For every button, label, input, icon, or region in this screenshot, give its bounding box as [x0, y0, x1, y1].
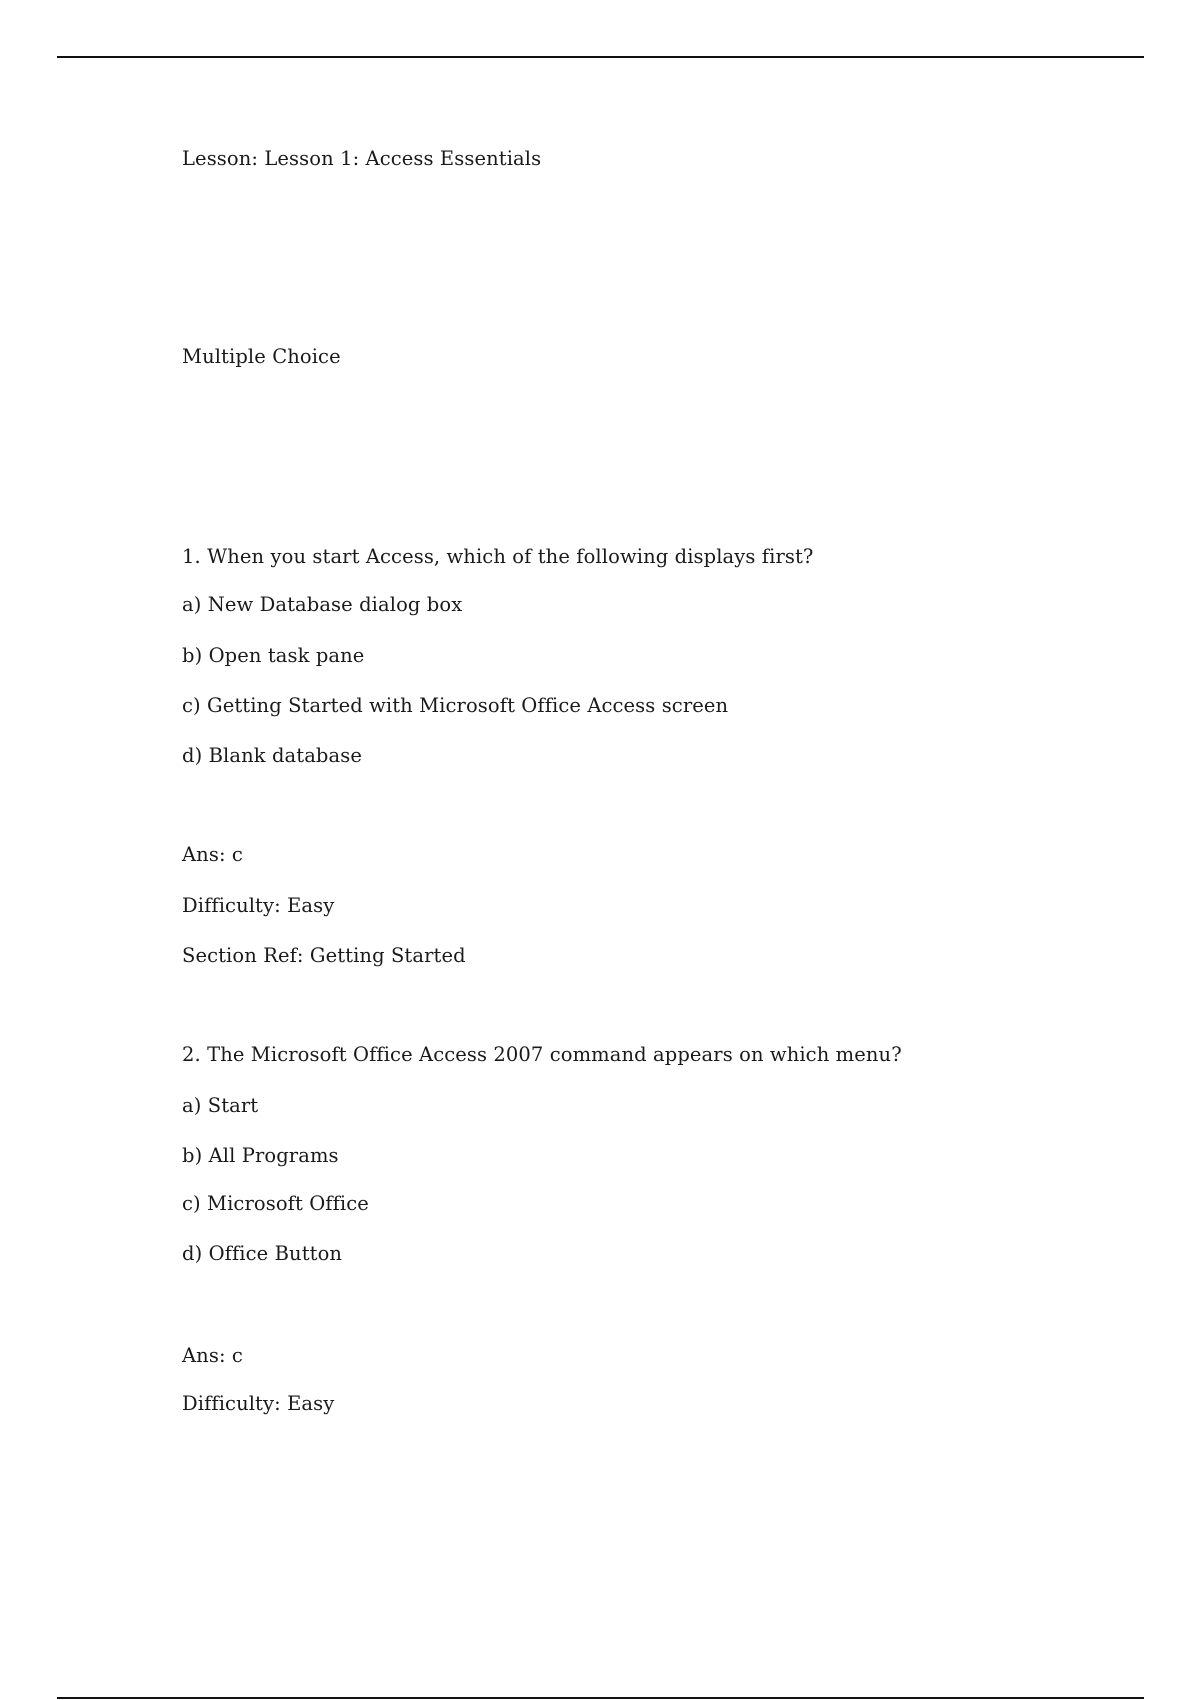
difficulty: Difficulty: Easy — [182, 1392, 335, 1415]
answer: Ans: c — [182, 1344, 243, 1367]
option-a: a) Start — [182, 1094, 259, 1117]
option-d: d) Office Button — [182, 1242, 343, 1265]
option-d: d) Blank database — [182, 744, 362, 767]
option-c: c) Getting Started with Microsoft Office Access screen — [182, 694, 729, 717]
question-prompt: 2. The Microsoft Office Access 2007 command appears on which menu? — [182, 1043, 902, 1066]
answer: Ans: c — [182, 843, 243, 866]
question-prompt: 1. When you start Access, which of the following displays first? — [182, 545, 814, 568]
option-c: c) Microsoft Office — [182, 1192, 369, 1215]
option-b: b) All Programs — [182, 1144, 339, 1167]
difficulty: Difficulty: Easy — [182, 894, 335, 917]
section-heading: Multiple Choice — [182, 345, 341, 368]
lesson-title: Lesson: Lesson 1: Access Essentials — [182, 147, 542, 170]
option-b: b) Open task pane — [182, 644, 365, 667]
option-a: a) New Database dialog box — [182, 593, 463, 616]
top-rule — [57, 56, 1144, 58]
bottom-rule — [57, 1697, 1144, 1699]
section-ref: Section Ref: Getting Started — [182, 944, 466, 967]
